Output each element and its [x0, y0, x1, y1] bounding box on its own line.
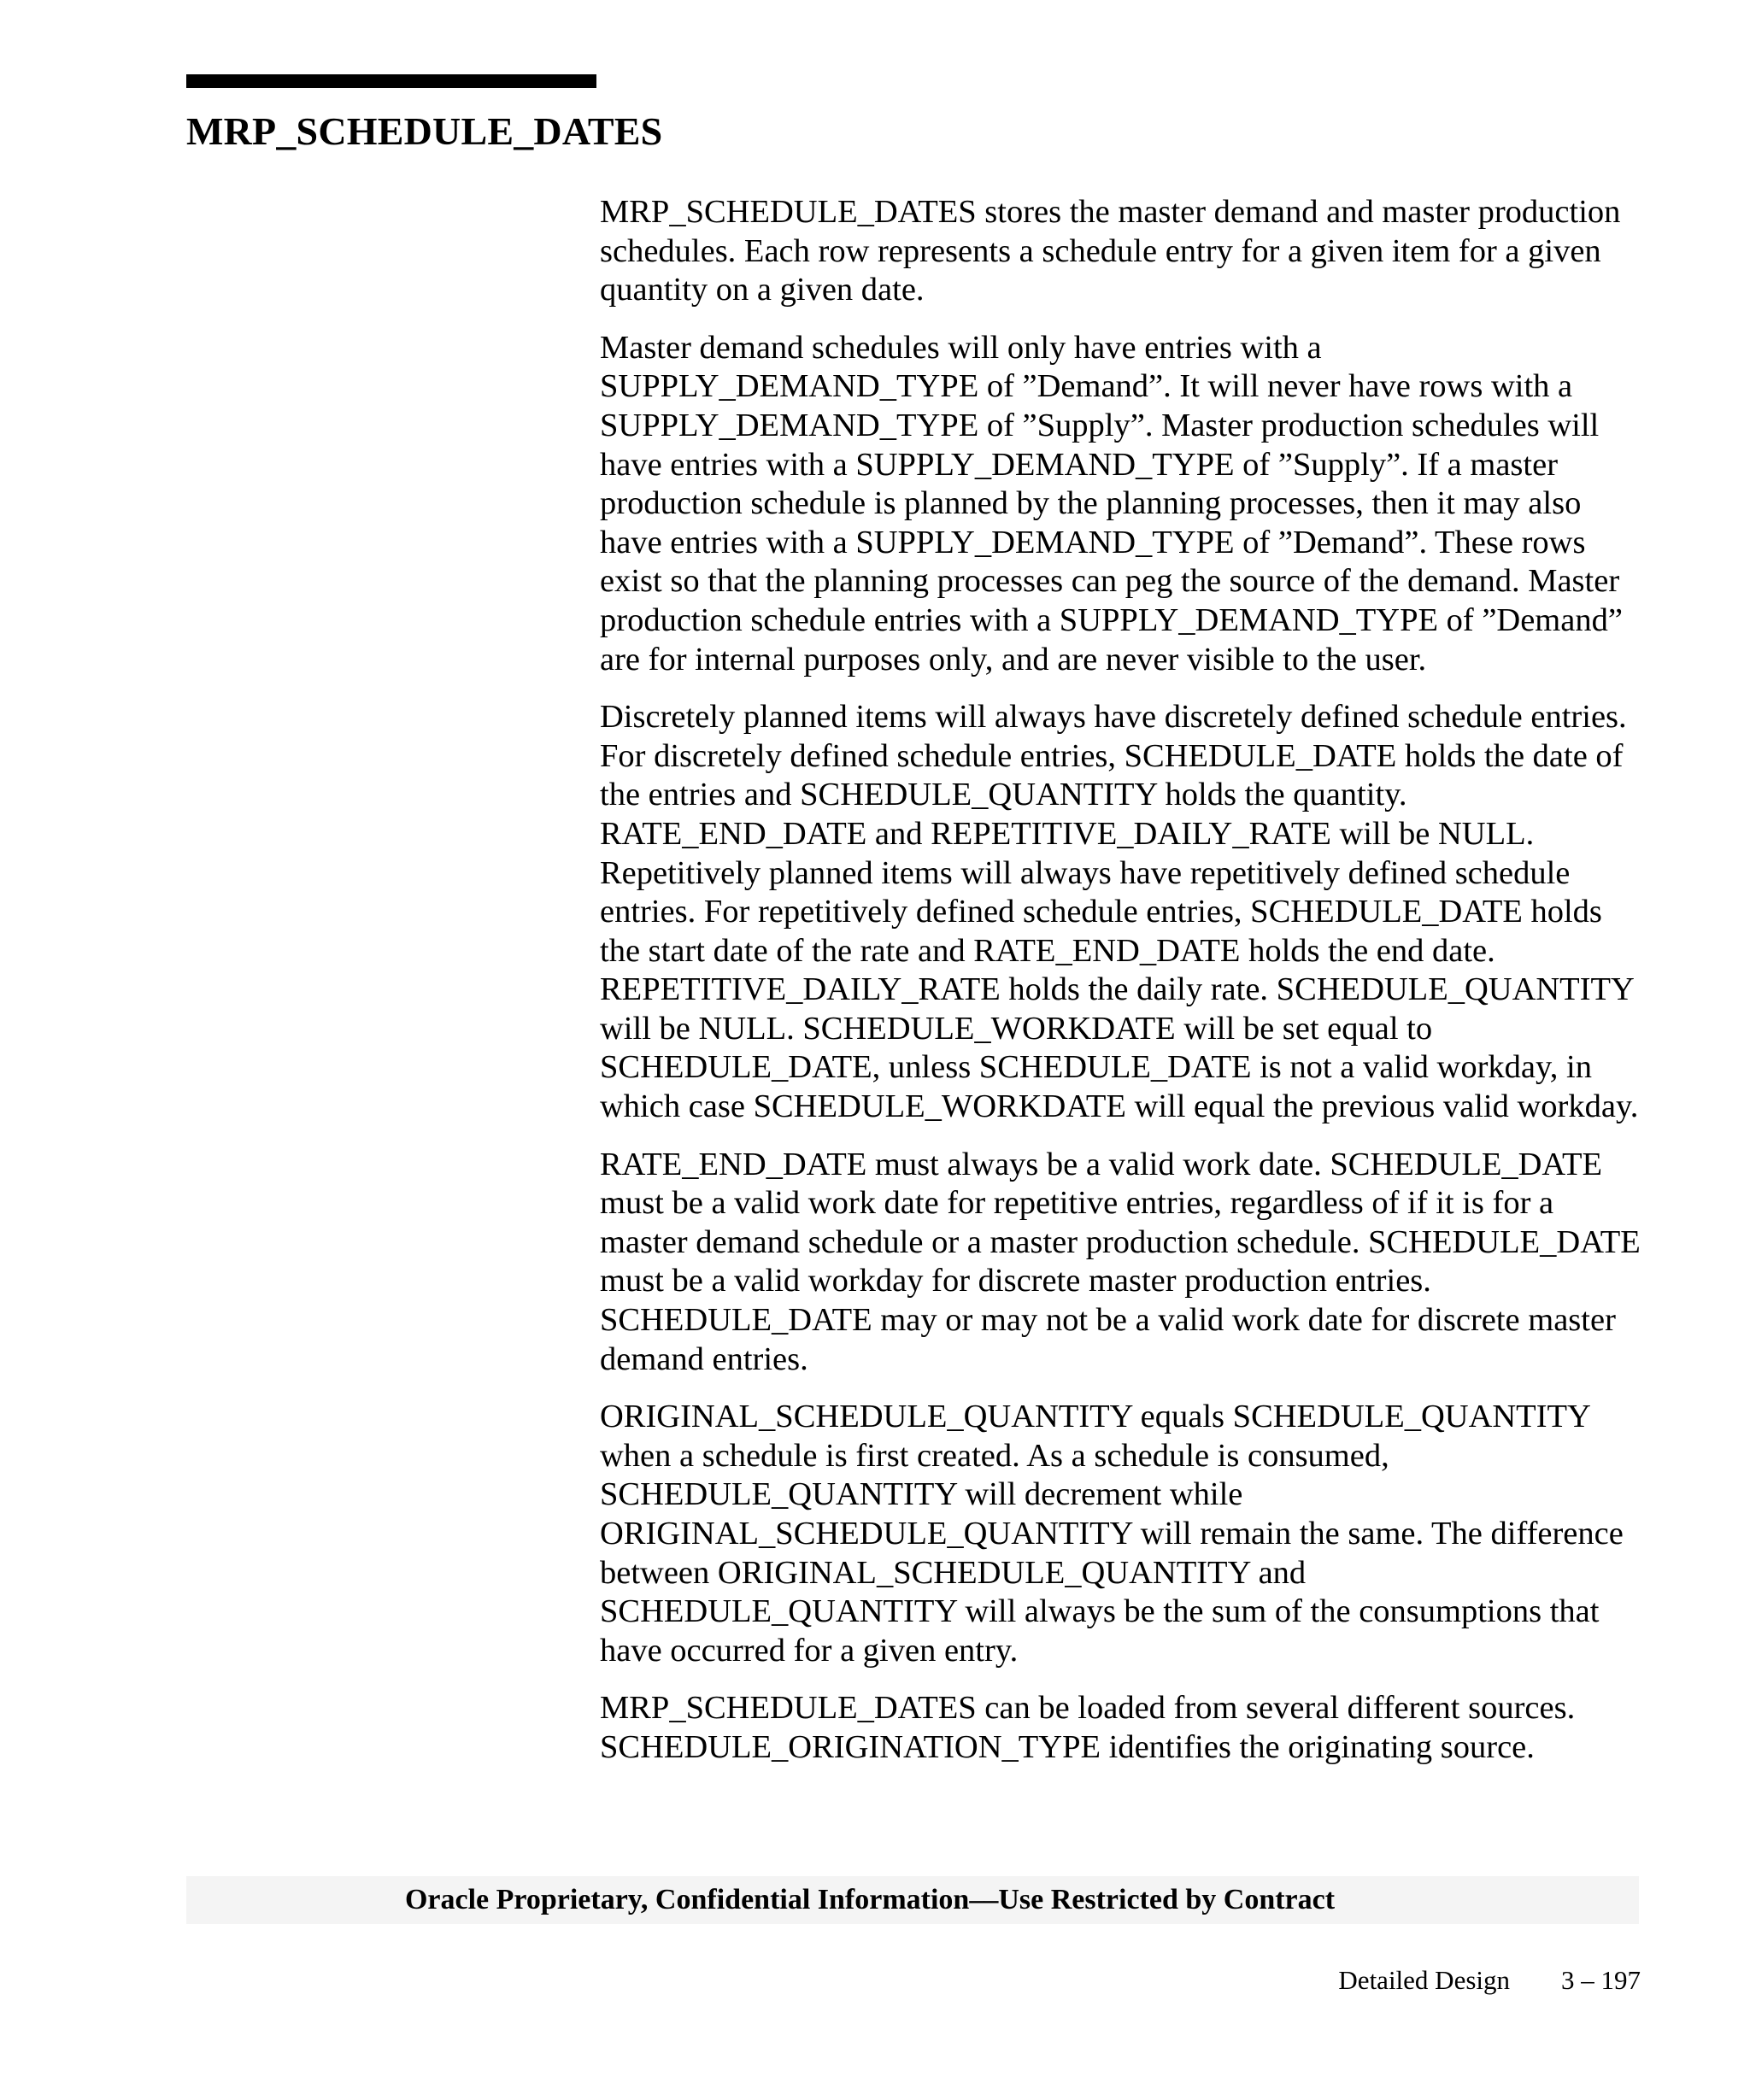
heading-rule: [186, 74, 596, 88]
page-footer: [1338, 1965, 1641, 1996]
body-text: [600, 193, 1642, 1786]
paragraph-2: Master demand schedules will only have entries with a SUPPLY_DEMAND_TYPE of ”Demand”. It will never have rows with a SUPPLY_DEMAND_TYPE of ”Supply”. Master production schedules will have entries with a SUPPLY_DEMAND_TYPE of ”Supply”. If a master production schedule is planned by the planning processes, then it may also have entries with a SUPPLY_DEMAND_TYPE of ”Demand”. These rows exist so that the planning processes can peg the source of the demand. Master production schedule entries with a SUPPLY_DEMAND_TYPE of ”Demand” are for internal purposes only, and are never visible to the user.: [600, 329, 1623, 678]
paragraph-4: RATE_END_DATE must always be a valid work date. SCHEDULE_DATE must be a valid work date for repetitive entries, regardless of if it is for a master demand schedule or a master production schedule. SCHEDULE_DATE must be a valid workday for discrete master production entries. SCHEDULE_DATE may or may not be a valid work date for discrete master demand entries.: [600, 1146, 1641, 1377]
paragraph-6: MRP_SCHEDULE_DATES can be loaded from several different sources. SCHEDULE_ORIGINATION_TYPE identifies the originating source.: [600, 1690, 1576, 1765]
footer-section: Detailed Design: [1338, 1965, 1510, 1995]
confidential-banner: [186, 1876, 1639, 1924]
paragraph-5: ORIGINAL_SCHEDULE_QUANTITY equals SCHEDULE_QUANTITY when a schedule is first created. As a schedule is consumed, SCHEDULE_QUANTITY will decrement while ORIGINAL_SCHEDULE_QUANTITY will remain the same. The difference between ORIGINAL_SCHEDULE_QUANTITY and SCHEDULE_QUANTITY will always be the sum of the consumptions that have occurred for a given entry.: [600, 1399, 1624, 1669]
confidential-notice: Oracle Proprietary, Confidential Information––Use Restricted by Contract: [404, 1884, 1336, 1915]
paragraph-3: Discretely planned items will always have discretely defined schedule entries. For discretely defined schedule entries, SCHEDULE_DATE holds the date of the entries and SCHEDULE_QUANTITY holds the quantity. RATE_END_DATE and REPETITIVE_DAILY_RATE will be NULL. Repetitively planned items will always have repetitively defined schedule entries. For repetitively defined schedule entries, SCHEDULE_DATE holds the start date of the rate and RATE_END_DATE holds the end date. REPETITIVE_DAILY_RATE holds the daily rate. SCHEDULE_QUANTITY will be NULL. SCHEDULE_WORKDATE will be set equal to SCHEDULE_DATE, unless SCHEDULE_DATE is not a valid workday, in which case SCHEDULE_WORKDATE will equal the previous valid workday.: [600, 699, 1639, 1125]
page-heading: MRP_SCHEDULE_DATES: [186, 109, 663, 153]
page-number: 3 – 197: [1561, 1965, 1641, 1995]
paragraph-1: MRP_SCHEDULE_DATES stores the master demand and master production schedules. Each row represents a schedule entry for a given item for a given quantity on a given date.: [600, 194, 1621, 308]
